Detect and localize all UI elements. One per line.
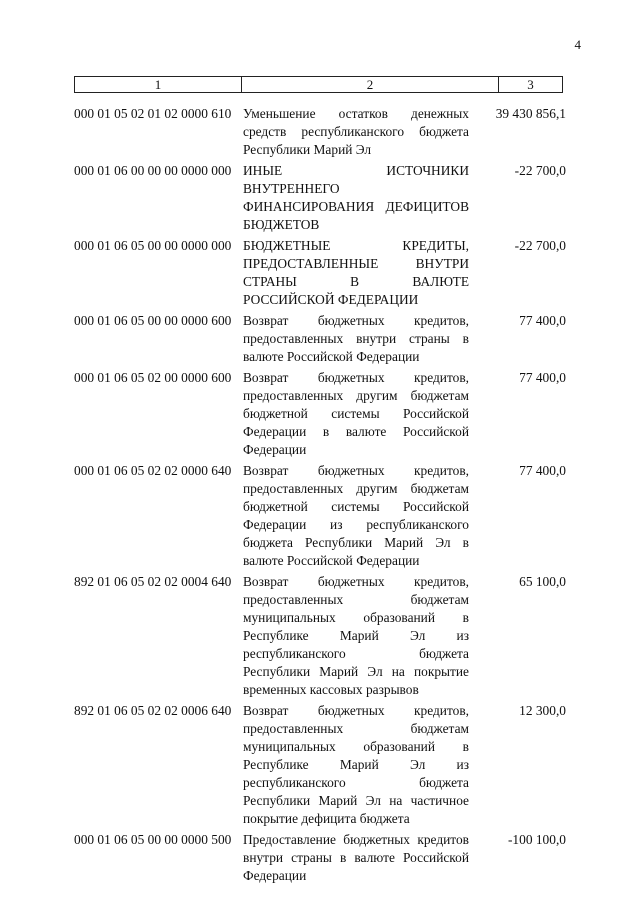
description-line: Возврат бюджетных кредитов, bbox=[243, 463, 469, 478]
description-line: временных кассовых разрывов bbox=[243, 682, 419, 697]
description-line: РОССИЙСКОЙ ФЕДЕРАЦИИ bbox=[243, 292, 419, 307]
description-line: Федерации в валюте Российской bbox=[243, 424, 469, 439]
row-amount: 12 300,0 bbox=[519, 703, 566, 718]
description-line: Возврат бюджетных кредитов, bbox=[243, 574, 469, 589]
table-row bbox=[74, 702, 566, 828]
description-line: валюте Российской Федерации bbox=[243, 349, 420, 364]
row-amount: 77 400,0 bbox=[519, 313, 566, 328]
column-header-2: 2 bbox=[242, 77, 499, 93]
description-line: бюджетной системы Российской bbox=[243, 406, 469, 421]
table-body bbox=[74, 105, 566, 888]
description-line: внутри страны в валюте Российской bbox=[243, 850, 469, 865]
row-amount: -22 700,0 bbox=[514, 163, 566, 178]
description-line: ИНЫЕ ИСТОЧНИКИ bbox=[243, 163, 469, 178]
row-description bbox=[243, 237, 469, 309]
row-description bbox=[243, 573, 469, 699]
row-amount: 77 400,0 bbox=[519, 370, 566, 385]
description-line: ФИНАНСИРОВАНИЯ ДЕФИЦИТОВ bbox=[243, 199, 469, 214]
row-description bbox=[243, 369, 469, 459]
description-line: муниципальных образований в bbox=[243, 739, 469, 754]
description-line: предоставленных бюджетам bbox=[243, 721, 469, 736]
description-line: Возврат бюджетных кредитов, bbox=[243, 313, 469, 328]
row-amount: -100 100,0 bbox=[507, 832, 566, 847]
description-line: предоставленных внутри страны в bbox=[243, 331, 469, 346]
row-description bbox=[243, 105, 469, 159]
description-line: Федерации из республиканского bbox=[243, 517, 469, 532]
row-description bbox=[243, 702, 469, 828]
budget-classification-code: 000 01 06 05 00 00 0000 000 bbox=[74, 238, 232, 253]
page-number: 4 bbox=[574, 37, 581, 52]
description-line: предоставленных другим бюджетам bbox=[243, 388, 469, 403]
description-line: республиканского бюджета bbox=[243, 775, 469, 790]
description-line: Республики Марий Эл bbox=[243, 142, 372, 157]
description-line: СТРАНЫ В ВАЛЮТЕ bbox=[243, 274, 469, 289]
budget-classification-code: 000 01 06 05 02 00 0000 600 bbox=[74, 370, 232, 385]
description-line: Республики Марий Эл на покрытие bbox=[243, 664, 469, 679]
row-amount: 77 400,0 bbox=[519, 463, 566, 478]
row-description bbox=[243, 312, 469, 366]
description-line: Возврат бюджетных кредитов, bbox=[243, 370, 469, 385]
description-line: предоставленных другим бюджетам bbox=[243, 481, 469, 496]
column-header-table bbox=[74, 76, 563, 93]
budget-classification-code: 000 01 06 05 02 02 0000 640 bbox=[74, 463, 232, 478]
table-row bbox=[74, 462, 566, 570]
description-line: Республики Марий Эл на частичное bbox=[243, 793, 469, 808]
budget-classification-code: 000 01 06 05 00 00 0000 500 bbox=[74, 832, 232, 847]
budget-classification-code: 000 01 06 05 00 00 0000 600 bbox=[74, 313, 232, 328]
table-row bbox=[74, 831, 566, 885]
description-line: БЮДЖЕТНЫЕ КРЕДИТЫ, bbox=[243, 238, 469, 253]
row-amount: 65 100,0 bbox=[519, 574, 566, 589]
column-header-1: 1 bbox=[75, 77, 242, 93]
description-line: покрытие дефицита бюджета bbox=[243, 811, 410, 826]
description-line: муниципальных образований в bbox=[243, 610, 469, 625]
description-line: Федерации bbox=[243, 442, 307, 457]
budget-classification-code: 000 01 06 00 00 00 0000 000 bbox=[74, 163, 232, 178]
description-line: Республике Марий Эл из bbox=[243, 628, 469, 643]
description-line: Предоставление бюджетных кредитов bbox=[243, 832, 469, 847]
row-description bbox=[243, 831, 469, 885]
description-line: валюте Российской Федерации bbox=[243, 553, 420, 568]
description-line: Уменьшение остатков денежных bbox=[243, 106, 469, 121]
row-description bbox=[243, 462, 469, 570]
budget-classification-code: 892 01 06 05 02 02 0006 640 bbox=[74, 703, 232, 718]
table-row bbox=[74, 369, 566, 459]
table-row bbox=[74, 573, 566, 699]
description-line: ПРЕДОСТАВЛЕННЫЕ ВНУТРИ bbox=[243, 256, 469, 271]
description-line: Возврат бюджетных кредитов, bbox=[243, 703, 469, 718]
description-line: республиканского бюджета bbox=[243, 646, 469, 661]
description-line: Федерации bbox=[243, 868, 307, 883]
table-row bbox=[74, 105, 566, 159]
table-row bbox=[74, 162, 566, 234]
description-line: предоставленных бюджетам bbox=[243, 592, 469, 607]
row-amount: 39 430 856,1 bbox=[495, 106, 566, 121]
column-header-3: 3 bbox=[499, 77, 563, 93]
table-row bbox=[74, 312, 566, 366]
description-line: бюджета Республики Марий Эл в bbox=[243, 535, 469, 550]
description-line: Республике Марий Эл из bbox=[243, 757, 469, 772]
table-row bbox=[74, 237, 566, 309]
description-line: бюджетной системы Российской bbox=[243, 499, 469, 514]
description-line: ВНУТРЕННЕГО bbox=[243, 181, 340, 196]
description-line: средств республиканского бюджета bbox=[243, 124, 469, 139]
budget-classification-code: 000 01 05 02 01 02 0000 610 bbox=[74, 106, 232, 121]
row-amount: -22 700,0 bbox=[514, 238, 566, 253]
row-description bbox=[243, 162, 469, 234]
budget-classification-code: 892 01 06 05 02 02 0004 640 bbox=[74, 574, 232, 589]
description-line: БЮДЖЕТОВ bbox=[243, 217, 320, 232]
